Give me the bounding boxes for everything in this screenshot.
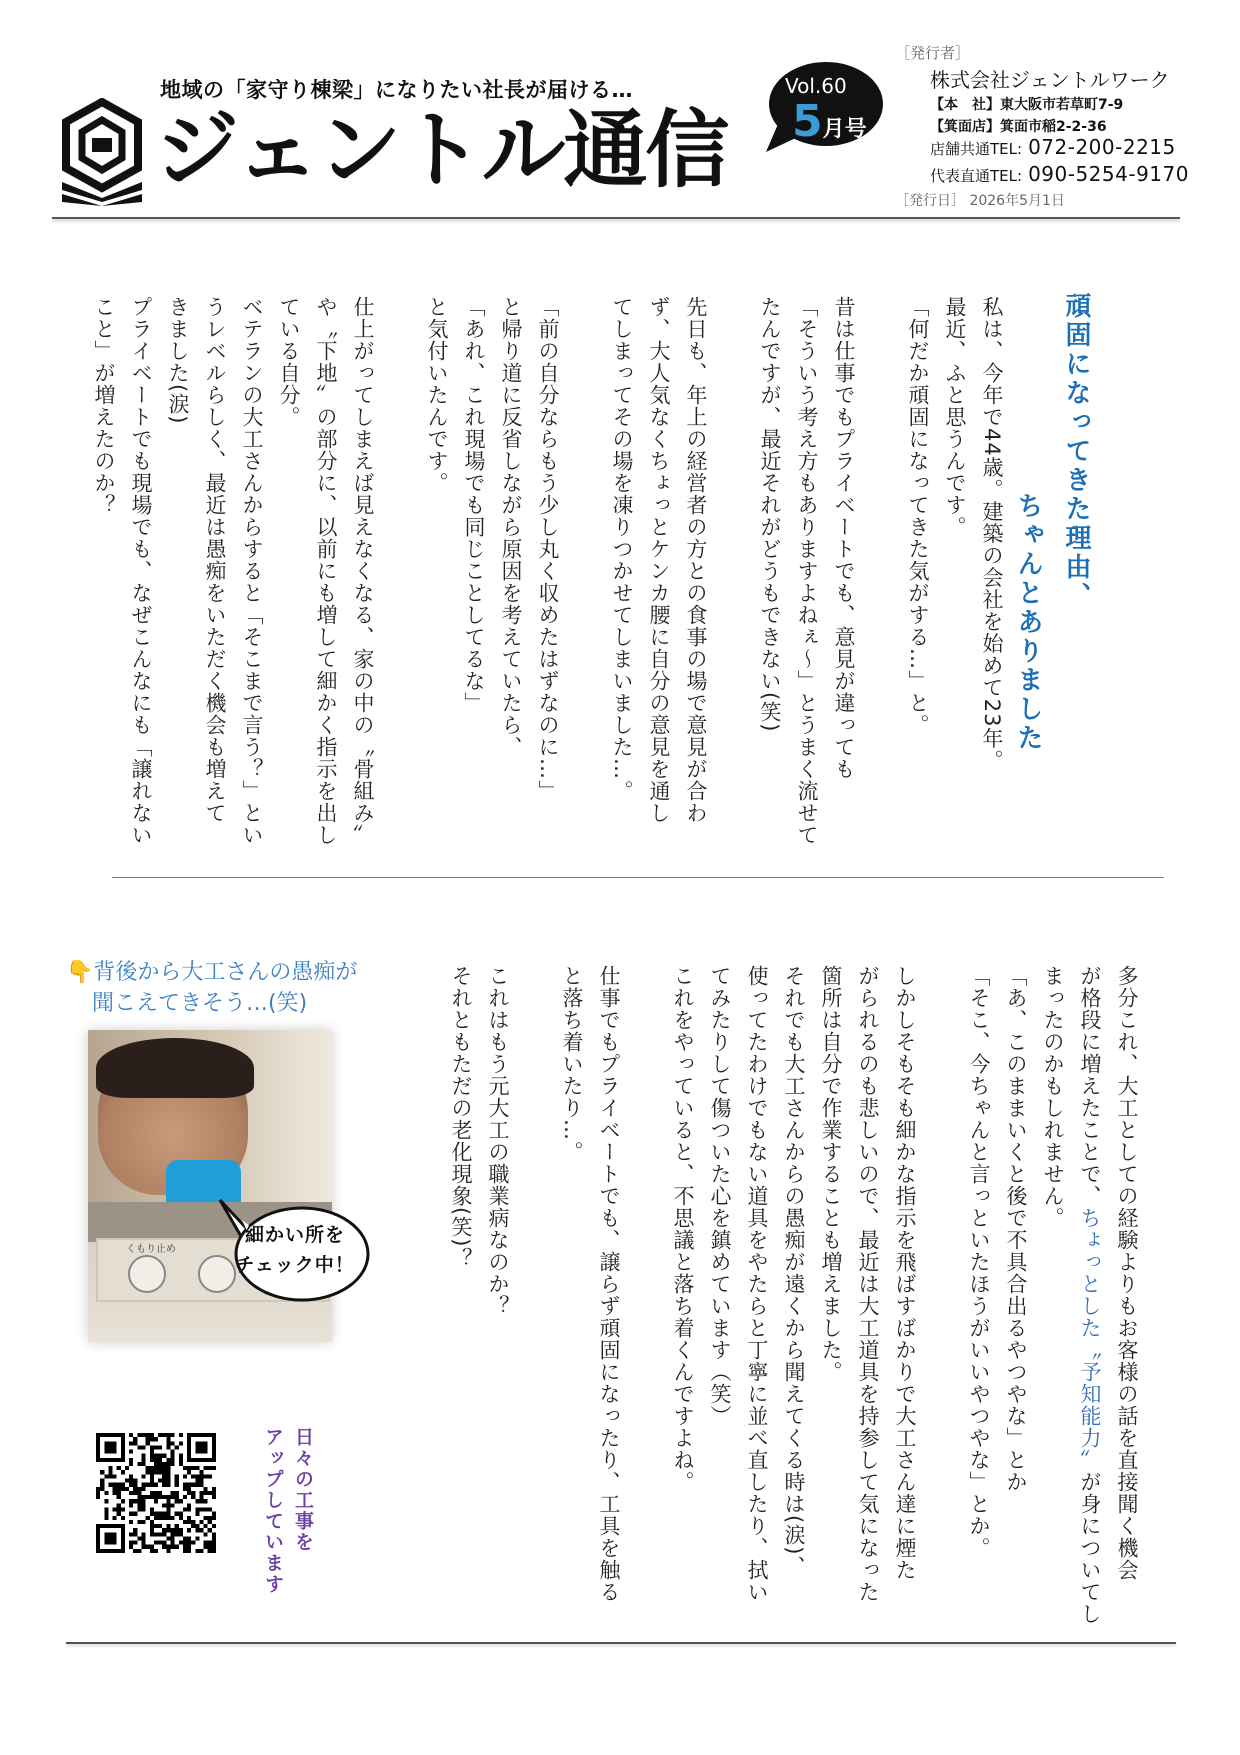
address-branch: 【箕面店】箕面市稲2-2-36 bbox=[930, 119, 1107, 135]
photo-caption-line-2: 聞こえてきそう…(笑) bbox=[92, 991, 308, 1016]
body-bottom-accent: ちょっとした〝予知能力〟 bbox=[1078, 1207, 1102, 1471]
company-logo-icon bbox=[62, 98, 142, 206]
tel-shop bbox=[930, 135, 1176, 159]
tel-shop-number[interactable]: 072-200-2215 bbox=[1028, 135, 1176, 159]
issue-month bbox=[792, 96, 867, 147]
article-body-bottom bbox=[442, 965, 1145, 1625]
photo-knob-1 bbox=[128, 1255, 166, 1293]
header-divider bbox=[52, 217, 1180, 219]
tagline: 地域の「家守り棟梁」になりたい社長が届ける… bbox=[160, 78, 633, 102]
body-bottom-part-2: が身についてし まったのかもしれません。 「あ、このままいくと後で不具合出るやつやな」とか 「そこ、今ちゃんと言っといたほうがいいやつやな」とか。 しかしそもそも細かな指示を飛ばすばかりで大工さん達に煙た がられるのも悲しいので、最近は大工道具を持参して気になった 箇所は自分で作業することも増えました。 それでも大工さんからの愚痴が遠くから聞えてくる時は(涙)、 使ってたわけでもない道具をやたらと丁寧に並べ直したり、拭い てみたりして傷ついた心を鎮めています（笑） これをやっていると、不思議と落ち着くんですよね。 仕事でもプライベートでも、譲らず頑固になったり、工具を触る と落ち着いたり…。 これはもう元大工の職業病なのか？ それともただの老化現象(笑)？ bbox=[449, 965, 1102, 1625]
tel-direct-label: 代表直通TEL: bbox=[930, 167, 1023, 185]
newsletter-title: ジェントル通信 bbox=[155, 101, 728, 199]
issue-month-suffix: 月号 bbox=[822, 117, 867, 142]
qr-code[interactable] bbox=[96, 1433, 216, 1553]
section-divider bbox=[112, 877, 1164, 878]
headline-line-2: ちゃんとありました bbox=[1013, 492, 1043, 753]
tel-direct-number[interactable]: 090-5254-9170 bbox=[1028, 162, 1189, 186]
article-headline bbox=[1004, 292, 1100, 812]
photo-caption-line-1: 背後から大工さんの愚痴が bbox=[93, 960, 358, 985]
pointing-down-hand-icon: 👇 bbox=[66, 960, 94, 985]
company-name: 株式会社ジェントルワーク bbox=[930, 68, 1170, 92]
tel-direct bbox=[930, 162, 1189, 186]
photo-knob-label: くもり止め bbox=[126, 1244, 176, 1255]
photo-hair bbox=[96, 1038, 254, 1098]
speech-line-1: 細かい所を bbox=[244, 1224, 345, 1246]
photo-caption bbox=[66, 957, 357, 1019]
article-body-top: 私は、今年で44歳。建築の会社を始めて23年。 最近、ふと思うんです。 「何だか頑固になってきた気がする…」と。 昔は仕事でもプライベートでも、意見が違っても 「そういう考え方もありますよねぇ～」とうまく流せて たんですが、最近それがどうもできない(笑) 先日も、年上の経営者の方との食事の場で意見が合わ ず、大人気なくちょっとケンカ腰に自分の意見を通し てしまってその場を凍りつかせてしまいました…。 「前の自分ならもう少し丸く収めたはずなのに…」 と帰り道に反省しながら原因を考えていたら、 「あれ、これ現場でも同じことしてるな」 と気付いたんです。 仕上がってしまえば見えなくなる、家の中の〝骨組み〟 や〝下地〟の部分に、以前にも増して細かく指示を出し ている自分。 ベテランの大工さんからすると「そこまで言う？」とい うレベルらしく、最近は愚痴をいただく機会も増えて きました(涙) プライベートでも現場でも、なぜこんなにも「譲れない こと」が増えたのか？ bbox=[92, 296, 1004, 846]
issue-date: ［発行日］ 2026年5月1日 bbox=[895, 193, 1065, 209]
footer-divider bbox=[66, 1642, 1176, 1644]
volume-number: Vol.60 bbox=[785, 74, 847, 98]
issue-month-number: 5 bbox=[792, 96, 823, 147]
headline-line-1: 頑固になってきた理由、 bbox=[1061, 292, 1091, 611]
body-bottom-part-1: 多分これ、大工としての経験よりもお客様の話を直接聞く機会 が格段に増えたことで、 bbox=[1078, 965, 1139, 1581]
address-main: 【本 社】東大阪市若草町7-9 bbox=[930, 97, 1124, 113]
speech-bubble-text bbox=[220, 1220, 370, 1280]
speech-line-2: チェック中！ bbox=[235, 1254, 355, 1276]
publisher-label: ［発行者］ bbox=[895, 44, 971, 62]
tel-shop-label: 店舗共通TEL: bbox=[930, 140, 1023, 158]
qr-note: 日々の工事を アップしています bbox=[262, 1427, 314, 1595]
